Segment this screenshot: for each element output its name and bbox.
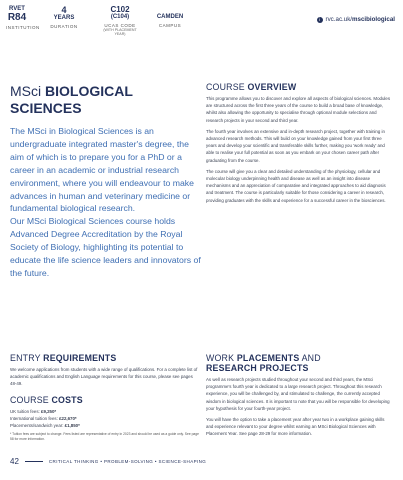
work-heading-and: AND xyxy=(299,353,321,363)
cost-intl-value: £22,670* xyxy=(59,416,77,422)
intro-text xyxy=(10,125,202,280)
campus-label: CAMPUS xyxy=(158,23,182,28)
duration-unit: YEARS xyxy=(53,15,75,21)
cost-placement-label: Placements/sandwich year: xyxy=(10,423,65,429)
ucas-code-alt: (C104) xyxy=(110,14,130,20)
overview-heading xyxy=(206,82,392,92)
cost-uk-label: UK tuition fees: xyxy=(10,409,41,414)
entry-heading xyxy=(10,353,200,363)
overview-paragraph-3: The course will give you a clear and detailed understanding of the physiology, cellular and molecular biology underpinning health and disease as well as an insight into disease mechanisms and an appreciation of comparative and integrated approaches to aid diagnosis and treatment. The course is particularly suitable for those considering a career in research, providing graduates with the skills and experience for a successful career in the biosciences. xyxy=(206,168,386,203)
info-ucas xyxy=(98,6,142,36)
page-number: 42 xyxy=(10,457,19,466)
work-heading-bold-1: PLACEMENTS xyxy=(236,353,300,363)
info-icon: i xyxy=(317,17,323,23)
info-campus xyxy=(154,14,186,28)
cost-uk xyxy=(10,408,200,415)
duration-value: 4 xyxy=(61,5,67,15)
entry-text: We welcome applications from students with a wide range of qualifications. For a complete list of academic qualifications and English Language requirements for this course, please see pages 48-49. xyxy=(10,367,198,387)
cost-international xyxy=(10,415,200,422)
overview-paragraph-2: The fourth year involves an extensive and in-depth research project, together with training in advanced research methods. This will build on your knowledge gained from your first three years and develop your scientific and transferable skills further, making you 'work ready' and able to realise your full potential as soon as you embark on your chosen career path after graduating from the course. xyxy=(206,128,385,163)
footer-rule xyxy=(25,461,43,462)
work-paragraph-2: You will have the option to take a placement year after year two in a workplace gaining skills and experience relevant to your degree whilst earning an MSci Biological Sciences with Placement Year. See page 28-29 for more information. xyxy=(206,417,385,437)
work-paragraph-1: As well as research projects studied throughout your second and third years, the MSci programme's fourth year is dedicated to a large research project. Throughout this research experience, you will be challenged by, and stimulated to challenge, the currently accepted wisdom in biological sciences. It is important to note that you will be responsible for developing your hypothesis for your fourth-year project. xyxy=(206,377,390,411)
footer-tagline: CRITICAL THINKING • PROBLEM-SOLVING • SCIENCE-SHAPING xyxy=(48,459,207,464)
title-prefix: MSci xyxy=(10,83,45,99)
duration-label: DURATION xyxy=(50,24,78,29)
costs-heading-bold: COSTS xyxy=(51,395,83,405)
intro-paragraph-1: The MSci in Biological Sciences is an undergraduate integrated master's degree, the aim of which is to prepare you for a PhD or a career in an academic or industrial research environment, where you will endeavour to make advances in human and veterinary medicine or fundamental biological research. xyxy=(10,126,194,214)
costs-footnote: * Tuition fees are subject to change. Fees listed are representative of entry in 2023 and should be used as a guide only. See page 58 for more information. xyxy=(10,431,199,441)
overview-heading-normal: COURSE xyxy=(206,82,248,92)
cost-uk-value: £9,250* xyxy=(41,409,57,414)
info-institution xyxy=(6,6,40,30)
link-path: mscibiological xyxy=(352,16,395,23)
cost-placement-value: £1,850* xyxy=(64,423,80,429)
page-title xyxy=(10,83,200,117)
cost-placement xyxy=(10,422,200,429)
page-footer xyxy=(10,457,206,466)
ucas-sub: (WITH PLACEMENT YEAR) xyxy=(103,28,137,36)
course-overview-section xyxy=(206,82,392,208)
course-costs-section xyxy=(10,395,200,442)
costs-heading-normal: COURSE xyxy=(10,395,52,405)
entry-requirements-section xyxy=(10,353,200,388)
course-link[interactable] xyxy=(317,16,395,23)
overview-paragraph-1: This programme allows you to discover and explore all aspects of biological sciences. Modules are structured across the first three years of the course to build a broad base of knowledge, whilst also allowing the opportunity to specialise through optional module selections and research projects in your second and third year. xyxy=(206,96,391,123)
institution-code: R84 xyxy=(7,12,27,23)
campus-value: CAMDEN xyxy=(156,14,184,20)
info-duration xyxy=(50,6,78,29)
ucas-code: C102 xyxy=(110,5,130,14)
entry-heading-normal: ENTRY xyxy=(10,353,44,363)
work-placements-section xyxy=(206,353,392,442)
title-word-1: BIOLOGICAL xyxy=(45,83,133,99)
work-heading-bold-2: RESEARCH PROJECTS xyxy=(206,363,309,373)
link-prefix: rvc.ac.uk/ xyxy=(325,16,353,23)
institution-code-top: RVET xyxy=(9,6,25,12)
title-word-2: SCIENCES xyxy=(10,100,82,116)
ucas-label: UCAS CODE xyxy=(104,23,136,28)
costs-heading xyxy=(10,395,200,405)
cost-intl-label: International tuition fees: xyxy=(10,416,60,422)
work-heading-normal: WORK xyxy=(206,353,237,363)
institution-label: INSTITUTION xyxy=(6,25,40,30)
intro-paragraph-2: Our MSci Biological Sciences course holds Advanced Degree Accreditation by the Royal Society of Biology, highlighting its potential to educate the life science leaders and innovators of the future. xyxy=(10,216,201,278)
work-heading xyxy=(206,353,392,373)
entry-heading-bold: REQUIREMENTS xyxy=(43,353,117,363)
overview-heading-bold: OVERVIEW xyxy=(247,82,297,92)
